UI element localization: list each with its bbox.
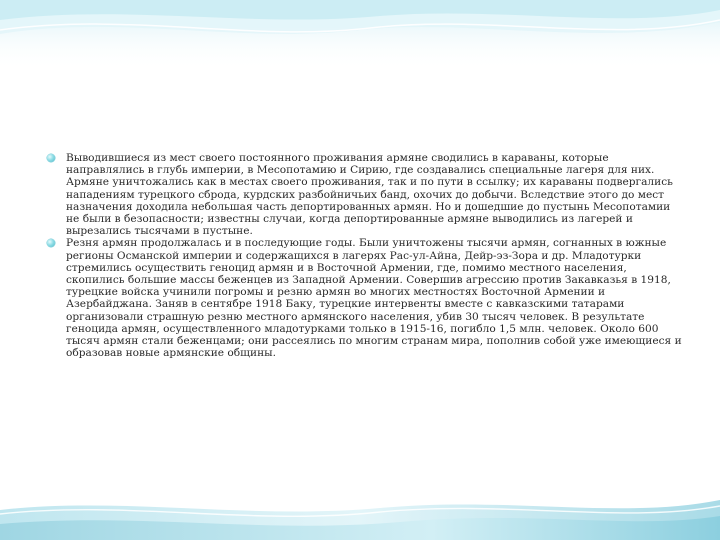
bullet-text-1: Выводившиеся из мест своего постоянного проживания армяне сводились в караваны, которые направлялись в глубь империи, в Месопотамию и Сирию, где создавались специальные лагеря для них. Армяне уничтожались как в местах своего проживания, так и по пути в ссылку; их караваны подвергались нападениям турецкого сброда, курдских разбойничьих банд, охочих до добычи. Вследствие этого до мест назначения доходила небольшая часть депортированных армян. Но и дошедшие до пустынь Месопотамии не были в безопасности; известны случаи, когда депортированные армяне выводились из лагерей и вырезались тысячами в пустыне. [66,152,673,238]
bullet-item-2 [44,237,682,359]
bullet-dot-icon [47,154,55,162]
bullet-list [44,152,682,359]
bullet-text-2: Резня армян продолжалась и в последующие годы. Были уничтожены тысячи армян, согнанных в южные регионы Османской империи и содержащихся в лагерях Рас-ул-Айна, Дейр-эз-Зора и др. Младотурки стремились осуществить геноцид армян и в Восточной Армении, где, помимо местного населения, скопились большие массы беженцев из Западной Армении. Совершив агрессию против Закавказья в 1918, турецкие войска учинили погромы и резню армян во многих местностях Восточной Армении и Азербайджана. Заняв в сентябре 1918 Баку, турецкие интервенты вместе с кавказскими татарами организовали страшную резню местного армянского населения, убив 30 тысяч человек. В результате геноцида армян, осуществленного младотурками только в 1915-16, погибло 1,5 млн. человек. Около 600 тысяч армян стали беженцами; они рассеялись по многим странам мира, пополнив собой уже имеющиеся и образовав новые армянские общины. [66,237,682,360]
content-area [44,152,682,359]
bullet-dot-icon [47,239,55,247]
bullet-item-1 [44,152,682,237]
